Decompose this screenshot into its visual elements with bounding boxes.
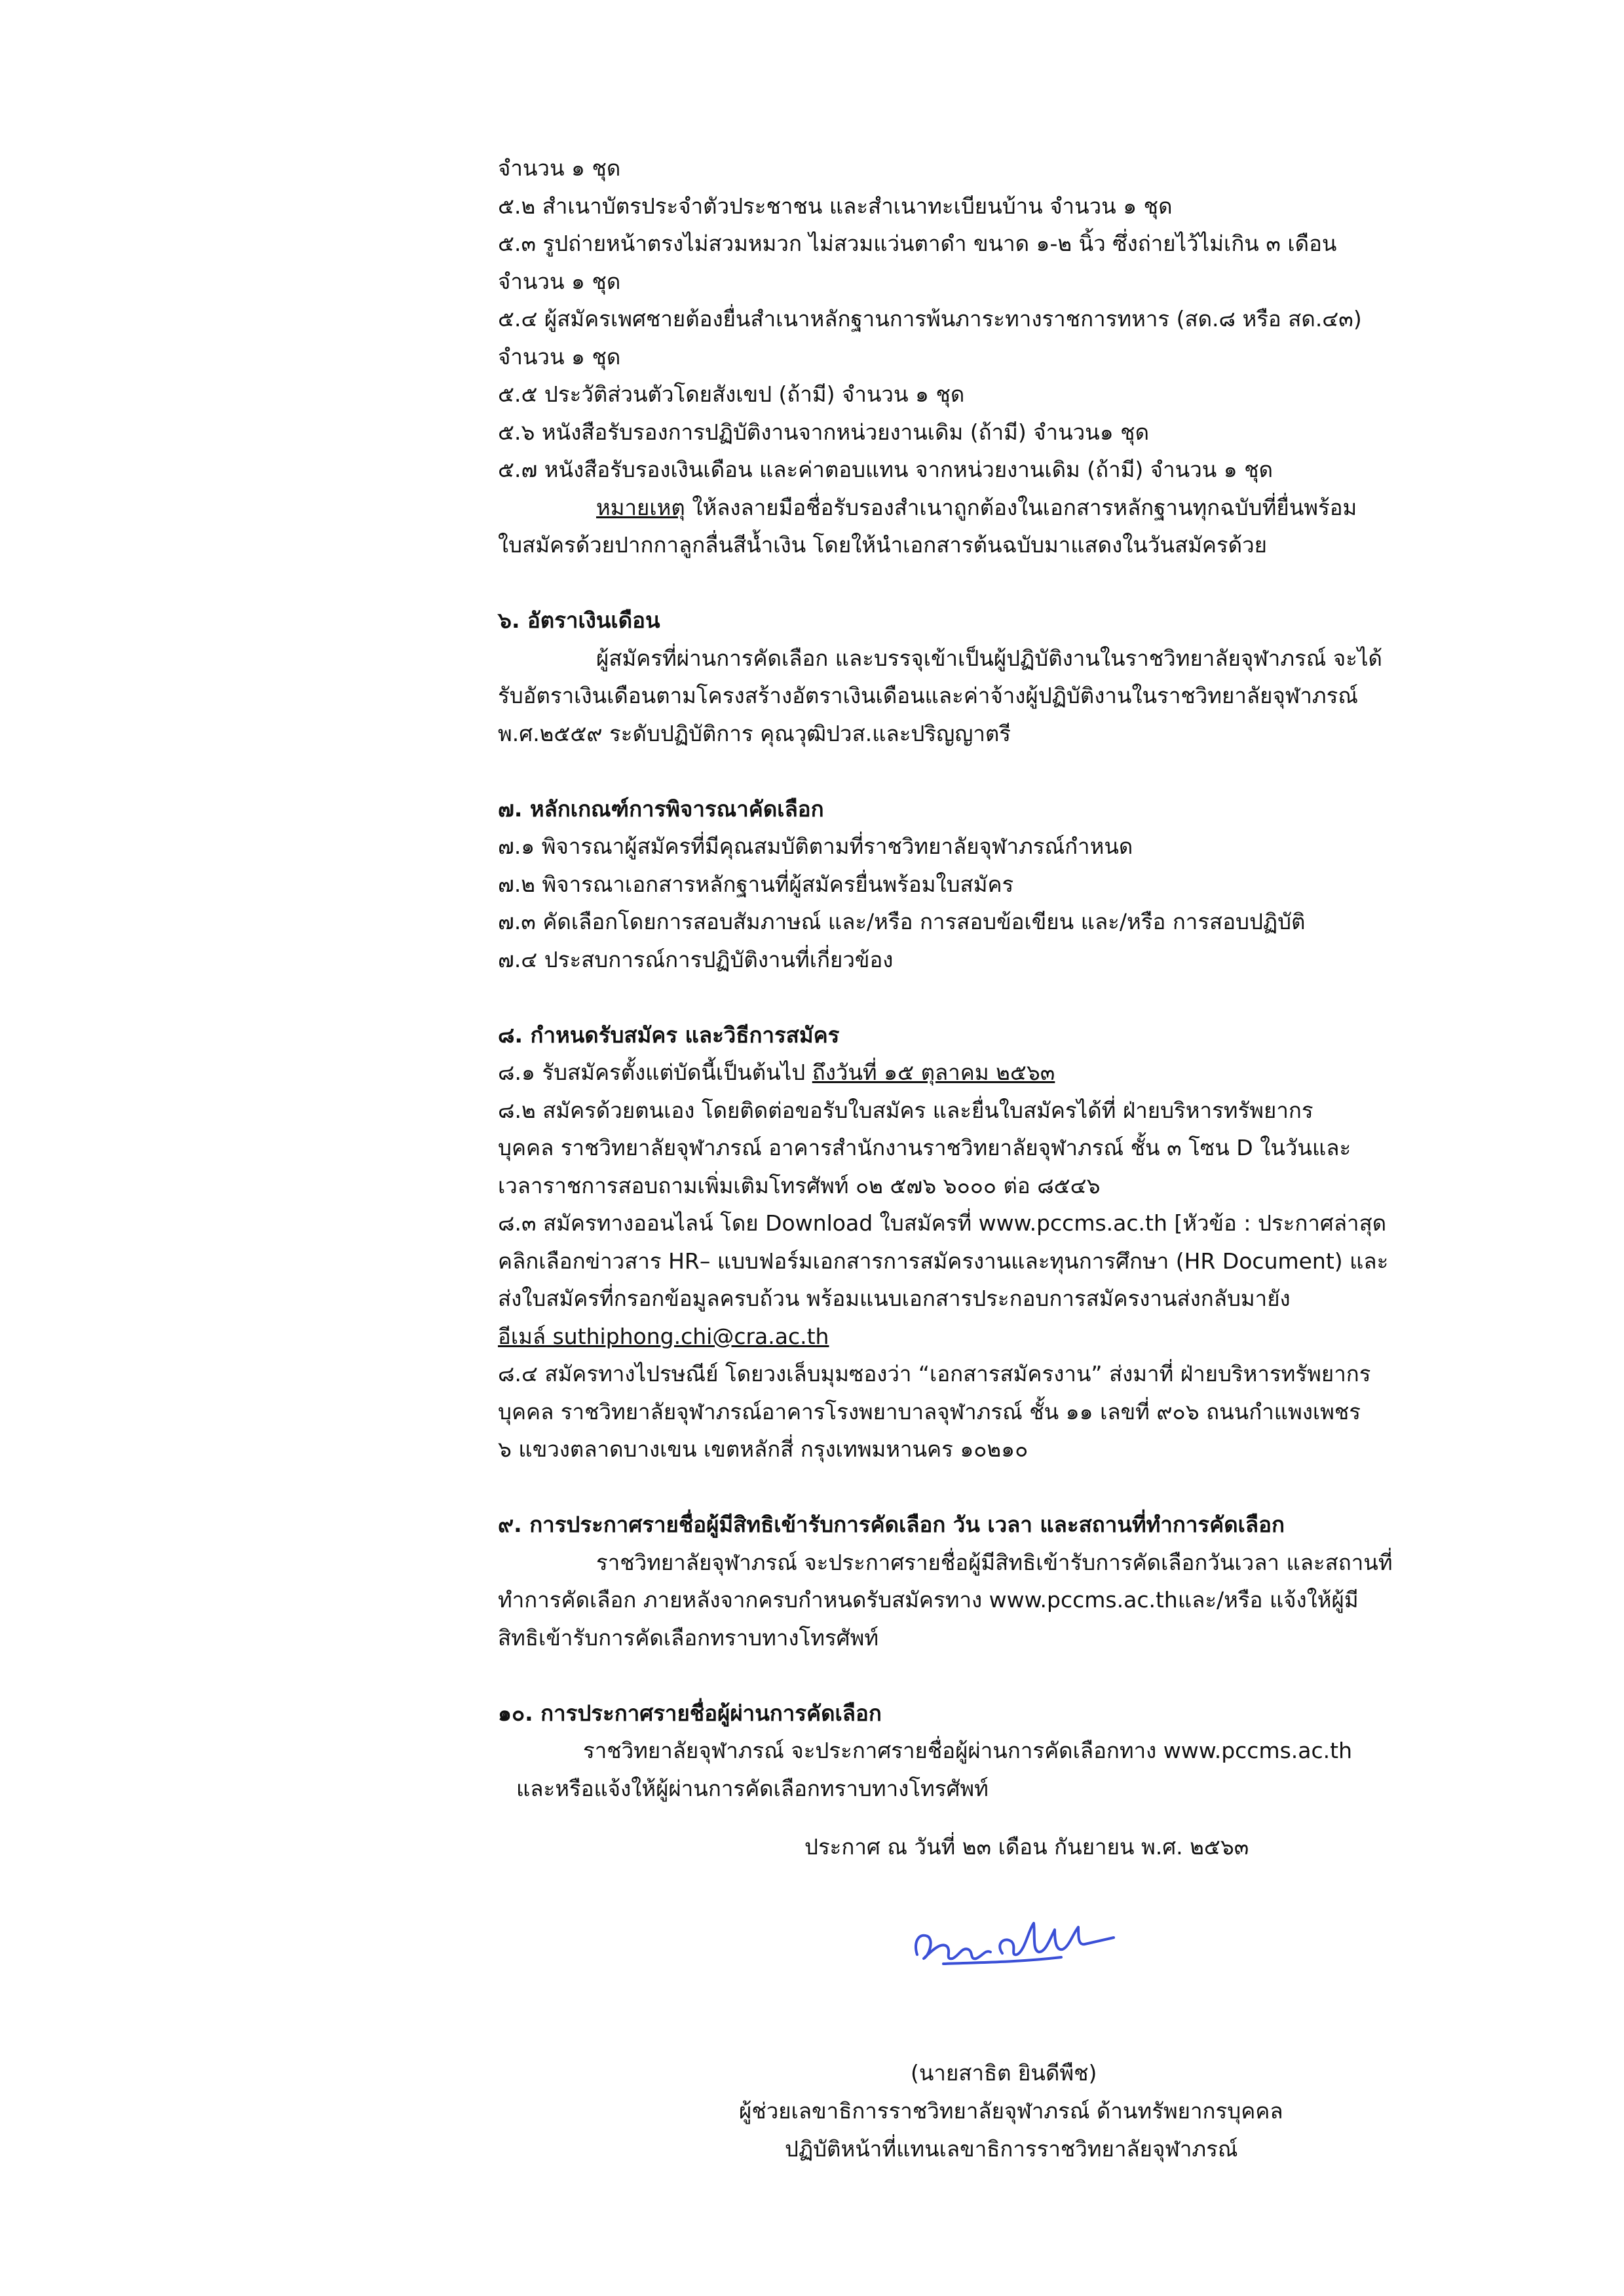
doc-line: จำนวน ๑ ชุด xyxy=(498,343,621,370)
doc-line xyxy=(498,1054,1376,1092)
spacer xyxy=(498,752,1376,790)
section-heading: ๙. การประกาศรายชื่อผู้มีสิทธิเข้ารับการคัดเลือก วัน เวลา และสถานที่ทำการคัดเลือก xyxy=(498,1512,1285,1537)
doc-line: สิทธิเข้ารับการคัดเลือกทราบทางโทรศัพท์ xyxy=(498,1624,879,1651)
doc-line: ทำการคัดเลือก ภายหลังจากครบกำหนดรับสมัครทาง www.pccms.ac.thและ/หรือ แจ้งให้ผู้มี xyxy=(498,1587,1359,1613)
spacer xyxy=(498,978,1376,1016)
list-item: ๗.๔ ประสบการณ์การปฏิบัติงานที่เกี่ยวข้อง xyxy=(498,946,894,972)
spacer xyxy=(498,1468,1376,1506)
document-body xyxy=(498,149,1393,1807)
doc-line: ราชวิทยาลัยจุฬาภรณ์ จะประกาศรายชื่อผู้มีสิทธิเข้ารับการคัดเลือกวันเวลา และสถานที่ xyxy=(596,1549,1393,1575)
spacer xyxy=(498,1656,1376,1694)
doc-line: รับอัตราเงินเดือนตามโครงสร้างอัตราเงินเดือนและค่าจ้างผู้ปฏิบัติงานในราชวิทยาลัยจุฬาภรณ์ xyxy=(498,683,1358,708)
list-item: ๗.๑ พิจารณาผู้สมัครที่มีคุณสมบัติตามที่ราชวิทยาลัยจุฬาภรณ์กำหนด xyxy=(498,833,1133,859)
doc-line: ๘.๓ สมัครทางออนไลน์ โดย Download ใบสมัครที่ www.pccms.ac.th [หัวข้อ : ประกาศล่าสุด xyxy=(498,1210,1387,1236)
doc-line: พ.ศ.๒๕๕๙ ระดับปฏิบัติการ คุณวุฒิปวส.และปริญญาตรี xyxy=(498,720,1011,746)
doc-line: ราชวิทยาลัยจุฬาภรณ์ จะประกาศรายชื่อผู้ผ่านการคัดเลือกทาง www.pccms.ac.th xyxy=(583,1738,1352,1763)
signer-title: ผู้ช่วยเลขาธิการราชวิทยาลัยจุฬาภรณ์ ด้านทรัพยากรบุคคล xyxy=(739,2098,1283,2124)
list-item: ๗.๒ พิจารณาเอกสารหลักฐานที่ผู้สมัครยื่นพร้อมใบสมัคร xyxy=(498,871,1014,897)
doc-line: บุคคล ราชวิทยาลัยจุฬาภรณ์อาคารโรงพยาบาลจุฬาภรณ์ ชั้น ๑๑ เลขที่ ๙๐๖ ถนนกำแพงเพชร xyxy=(498,1398,1361,1425)
doc-line: ๕.๓ รูปถ่ายหน้าตรงไม่สวมหมวก ไม่สวมแว่นตาดำ ขนาด ๑-๒ นิ้ว ซึ่งถ่ายไว้ไม่เกิน ๓ เดือน xyxy=(498,231,1337,256)
doc-line: ๕.๒ สำเนาบัตรประจำตัวประชาชน และสำเนาทะเบียนบ้าน จำนวน ๑ ชุด xyxy=(498,193,1173,219)
spacer xyxy=(498,564,1376,602)
doc-line: ๕.๖ หนังสือรับรองการปฏิบัติงานจากหน่วยงานเดิม (ถ้ามี) จำนวน๑ ชุด xyxy=(498,419,1149,445)
announce-date: ประกาศ ณ วันที่ ๒๓ เดือน กันยายน พ.ศ. ๒๕๖๓ xyxy=(804,1834,1249,1860)
doc-line: ๘.๒ สมัครด้วยตนเอง โดยติดต่อขอรับใบสมัคร และยื่นใบสมัครได้ที่ ฝ่ายบริหารทรัพยากร xyxy=(498,1097,1313,1123)
section-heading: ๑๐. การประกาศรายชื่อผู้ผ่านการคัดเลือก xyxy=(498,1700,882,1726)
doc-line: จำนวน ๑ ชุด xyxy=(498,155,621,181)
doc-line: และหรือแจ้งให้ผู้ผ่านการคัดเลือกทราบทางโทรศัพท์ xyxy=(516,1775,989,1801)
signer-name: (นายสาธิต ยินดีพืช) xyxy=(911,2060,1097,2086)
doc-line: ๖ แขวงตลาดบางเขน เขตหลักสี่ กรุงเทพมหานคร ๑๐๒๑๐ xyxy=(498,1436,1029,1462)
doc-line: เวลาราชการสอบถามเพิ่มเติมโทรศัพท์ ๐๒ ๕๗๖ ๖๐๐๐ ต่อ ๘๕๔๖ xyxy=(498,1172,1101,1198)
doc-line: ๕.๔ ผู้สมัครเพศชายต้องยื่นสำเนาหลักฐานการพ้นภาระทางราชการทหาร (สด.๘ หรือ สด.๔๓) xyxy=(498,306,1362,332)
section-heading: ๗. หลักเกณฑ์การพิจารณาคัดเลือก xyxy=(498,795,824,822)
signature-image xyxy=(904,1904,1120,1976)
email-link[interactable]: อีเมล์ suthiphong.chi@cra.ac.th xyxy=(498,1323,829,1349)
list-item: ๗.๓ คัดเลือกโดยการสอบสัมภาษณ์ และ/หรือ การสอบข้อเขียน และ/หรือ การสอบปฏิบัติ xyxy=(498,909,1306,934)
doc-line: ผู้สมัครที่ผ่านการคัดเลือก และบรรจุเข้าเป็นผู้ปฏิบัติงานในราชวิทยาลัยจุฬาภรณ์ จะได้ xyxy=(596,645,1382,671)
doc-line: ๘.๔ สมัครทางไปรษณีย์ โดยวงเล็บมุมซองว่า “เอกสารสมัครงาน” ส่งมาที่ ฝ่ายบริหารทรัพยากร xyxy=(498,1361,1371,1387)
section-heading: ๖. อัตราเงินเดือน xyxy=(498,607,660,633)
item-text: ๘.๑ รับสมัครตั้งแต่บัดนี้เป็นต้นไป xyxy=(498,1060,812,1085)
note-line xyxy=(498,489,1376,527)
note-text: ให้ลงลายมือชื่อรับรองสำเนาถูกต้องในเอกสารหลักฐานทุกฉบับที่ยื่นพร้อม xyxy=(685,494,1357,520)
section-heading: ๘. กำหนดรับสมัคร และวิธีการสมัคร xyxy=(498,1022,840,1048)
doc-line: ส่งใบสมัครที่กรอกข้อมูลครบถ้วน พร้อมแนบเอกสารประกอบการสมัครงานส่งกลับมายัง xyxy=(498,1286,1291,1311)
deadline-date: ถึงวันที่ ๑๕ ตุลาคม ๒๕๖๓ xyxy=(812,1060,1055,1085)
doc-line: จำนวน ๑ ชุด xyxy=(498,268,621,294)
doc-line: ใบสมัครด้วยปากกาลูกลื่นสีน้ำเงิน โดยให้นำเอกสารต้นฉบับมาแสดงในวันสมัครด้วย xyxy=(498,532,1267,558)
doc-line: คลิกเลือกข่าวสาร HR– แบบฟอร์มเอกสารการสมัครงานและทุนการศึกษา (HR Document) และ xyxy=(498,1248,1389,1274)
doc-line: บุคคล ราชวิทยาลัยจุฬาภรณ์ อาคารสำนักงานราชวิทยาลัยจุฬาภรณ์ ชั้น ๓ โซน D ในวันและ xyxy=(498,1135,1351,1160)
doc-line: ๕.๗ หนังสือรับรองเงินเดือน และค่าตอบแทน จากหน่วยงานเดิม (ถ้ามี) จำนวน ๑ ชุด xyxy=(498,457,1274,482)
doc-line: ๕.๕ ประวัติส่วนตัวโดยสังเขป (ถ้ามี) จำนวน ๑ ชุด xyxy=(498,381,965,407)
signer-title: ปฏิบัติหน้าที่แทนเลขาธิการราชวิทยาลัยจุฬาภรณ์ xyxy=(785,2136,1238,2162)
note-label: หมายเหตุ xyxy=(596,494,685,520)
